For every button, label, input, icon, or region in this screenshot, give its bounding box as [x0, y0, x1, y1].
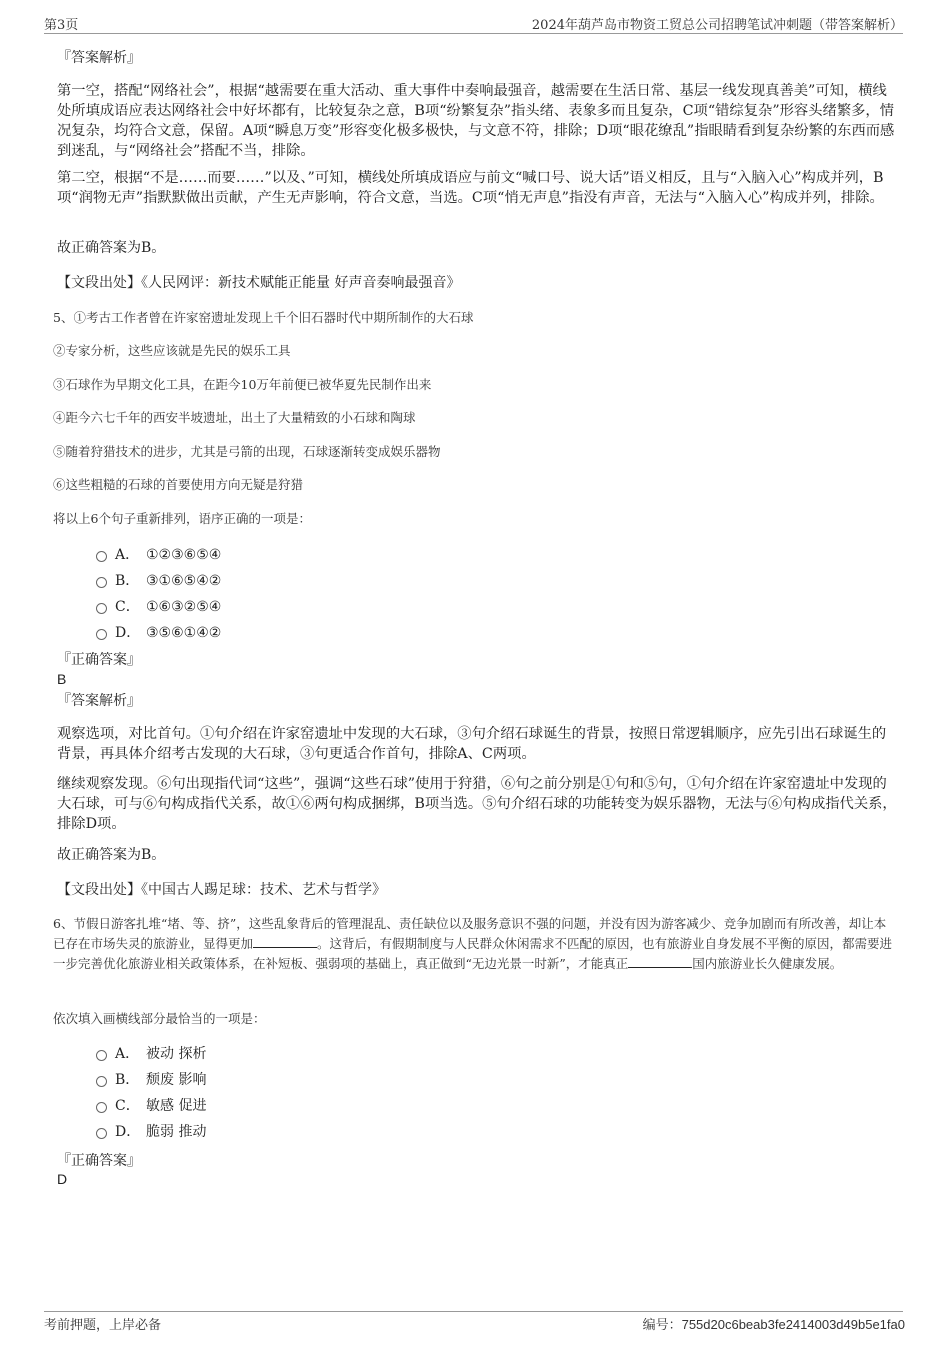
option-letter: A． [115, 1046, 140, 1062]
q5-analysis-para2: 继续观察发现。⑥句出现指代词“这些”，强调“这些石球”使用于狩猎，⑥句之前分别是①句和⑤句，①句介绍在许家窑遗址中发现的大石球，可与⑥句构成指代关系，故①⑥两句构成捆绑，B项当选。⑤句介绍石球的功能转变为娱乐器物，无法与⑥句构成指代关系，排除D项。 [57, 776, 897, 832]
option-letter: B． [115, 573, 140, 589]
q4-conclusion: 故正确答案为B。 [57, 240, 166, 256]
option-text: 脆弱 推动 [146, 1124, 207, 1140]
radio-icon[interactable] [96, 1128, 107, 1139]
q5-analysis-para1: 观察选项，对比首句。①句介绍在许家窑遗址中发现的大石球，③句介绍石球诞生的背景，按照日常逻辑顺序，应先引出石球诞生的背景，再具体介绍考古发现的大石球，③句更适合作首句，排除A、C两项。 [57, 726, 887, 762]
q5-option-a[interactable] [96, 545, 221, 565]
option-letter: D． [115, 1124, 141, 1140]
q6-option-d[interactable] [96, 1122, 206, 1142]
footer-code [643, 1314, 905, 1333]
q6-blank-2 [628, 954, 692, 968]
q6-passage [53, 914, 898, 974]
option-letter: A． [115, 547, 140, 563]
q5-option-b[interactable] [96, 571, 221, 591]
q6-answer: D [57, 1171, 68, 1187]
q5-sentence-4: ④距今六七千年的西安半坡遗址，出土了大量精致的小石球和陶球 [53, 410, 416, 425]
q5-sentence-5: ⑤随着狩猎技术的进步，尤其是弓箭的出现，石球逐渐转变成娱乐器物 [53, 444, 441, 459]
q5-sentence-6: ⑥这些粗糙的石球的首要使用方向无疑是狩猎 [53, 477, 304, 492]
option-text: 颓废 影响 [146, 1072, 207, 1088]
page-number: 第3页 [44, 18, 79, 33]
document-title: 2024年葫芦岛市物资工贸总公司招聘笔试冲刺题（带答案解析） [531, 18, 903, 33]
radio-icon[interactable] [96, 1076, 107, 1087]
option-letter: B． [115, 1072, 140, 1088]
footer-code-value: 755d20c6beab3fe2414003d49b5e1fa0 [681, 1317, 905, 1332]
q6-option-a[interactable] [96, 1044, 206, 1064]
footer-code-label: 编号： [642, 1318, 682, 1333]
option-letter: C． [115, 599, 140, 615]
q5-source: 【文段出处】《中国古人踢足球：技术、艺术与哲学》 [57, 882, 386, 898]
q6-passage-part1: 6、节假日游客扎堆“堵、等、挤”，这些乱象背后的管理混乱、责任缺位以及服务意识不强的问题，并没有因为游客减少、竞争加剧而有所改善，却让本已存在市场失灵的旅游业，显得更加 [53, 916, 887, 951]
header-divider [44, 33, 903, 34]
radio-icon[interactable] [96, 603, 107, 614]
q5-conclusion: 故正确答案为B。 [57, 847, 166, 863]
q6-blank-1 [253, 934, 317, 948]
radio-icon[interactable] [96, 629, 107, 640]
q6-answer-label: 『正确答案』 [57, 1153, 141, 1169]
radio-icon[interactable] [96, 551, 107, 562]
q6-passage-part2: 。这背后，有假期制度与人民群众休闲需求不匹配的原因，也有旅游业自身发展不平衡的原因，都需要进一步完善优化旅游业相关政策体系，在补短板、强弱项的基础上，真正做到“无边光景一时新”，才能真正 [53, 936, 893, 971]
option-letter: D． [115, 625, 141, 641]
q6-prompt: 依次填入画横线部分最恰当的一项是： [53, 1011, 266, 1026]
q4-analysis-label: 『答案解析』 [57, 50, 141, 66]
option-text: 被动 探析 [146, 1046, 207, 1062]
radio-icon[interactable] [96, 577, 107, 588]
option-text: ③⑤⑥①④② [146, 625, 222, 641]
q5-analysis-label: 『答案解析』 [57, 693, 141, 709]
option-letter: C． [115, 1098, 140, 1114]
option-text: 敏感 促进 [146, 1098, 207, 1114]
footer-divider [44, 1311, 903, 1312]
q4-analysis-para1: 第一空，搭配“网络社会”，根据“越需要在重大活动、重大事件中奏响最强音，越需要在生活日常、基层一线发现真善美”可知，横线处所填成语应表达网络社会中好坏都有，比较复杂之意，B项“纷繁复杂”指头绪、表象多而且复杂，C项“错综复杂”形容头绪繁多，情况复杂，均符合文意，保留。A项“瞬息万变”形容变化极多极快，与文意不符，排除；D项“眼花缭乱”指眼睛看到复杂纷繁的东西而感到迷乱，与“网络社会”搭配不当，排除。 [57, 83, 895, 159]
option-text: ③①⑥⑤④② [146, 573, 222, 589]
radio-icon[interactable] [96, 1102, 107, 1113]
q5-option-d[interactable] [96, 623, 221, 643]
q6-passage-part3: 国内旅游业长久健康发展。 [692, 956, 843, 971]
q4-source: 【文段出处】《人民网评：新技术赋能正能量 好声音奏响最强音》 [57, 275, 461, 291]
q5-answer-label: 『正确答案』 [57, 652, 141, 668]
q5-sentence-2: ②专家分析，这些应该就是先民的娱乐工具 [53, 343, 291, 358]
q6-option-b[interactable] [96, 1070, 206, 1090]
q6-option-c[interactable] [96, 1096, 206, 1116]
q4-analysis-para2: 第二空，根据“不是……而要……”以及、”可知，横线处所填成语应与前文“喊口号、说大话”语义相反，且与“入脑入心”构成并列，B项“润物无声”指默默做出贡献，产生无声影响，符合文意，当选。C项“悄无声息”指没有声音，无法与“入脑入心”构成并列，排除。 [57, 170, 884, 206]
q5-answer: B [57, 671, 67, 687]
option-text: ①②③⑥⑤④ [146, 547, 222, 563]
radio-icon[interactable] [96, 1050, 107, 1061]
footer-slogan: 考前押题，上岸必备 [44, 1318, 162, 1333]
q5-sentence-1: 5、①考古工作者曾在许家窑遗址发现上千个旧石器时代中期所制作的大石球 [53, 310, 474, 325]
q5-option-c[interactable] [96, 597, 221, 617]
q5-sentence-3: ③石球作为早期文化工具，在距今10万年前便已被华夏先民制作出来 [53, 377, 432, 392]
option-text: ①⑥③②⑤④ [146, 599, 222, 615]
q5-prompt: 将以上6个句子重新排列，语序正确的一项是： [53, 511, 311, 526]
